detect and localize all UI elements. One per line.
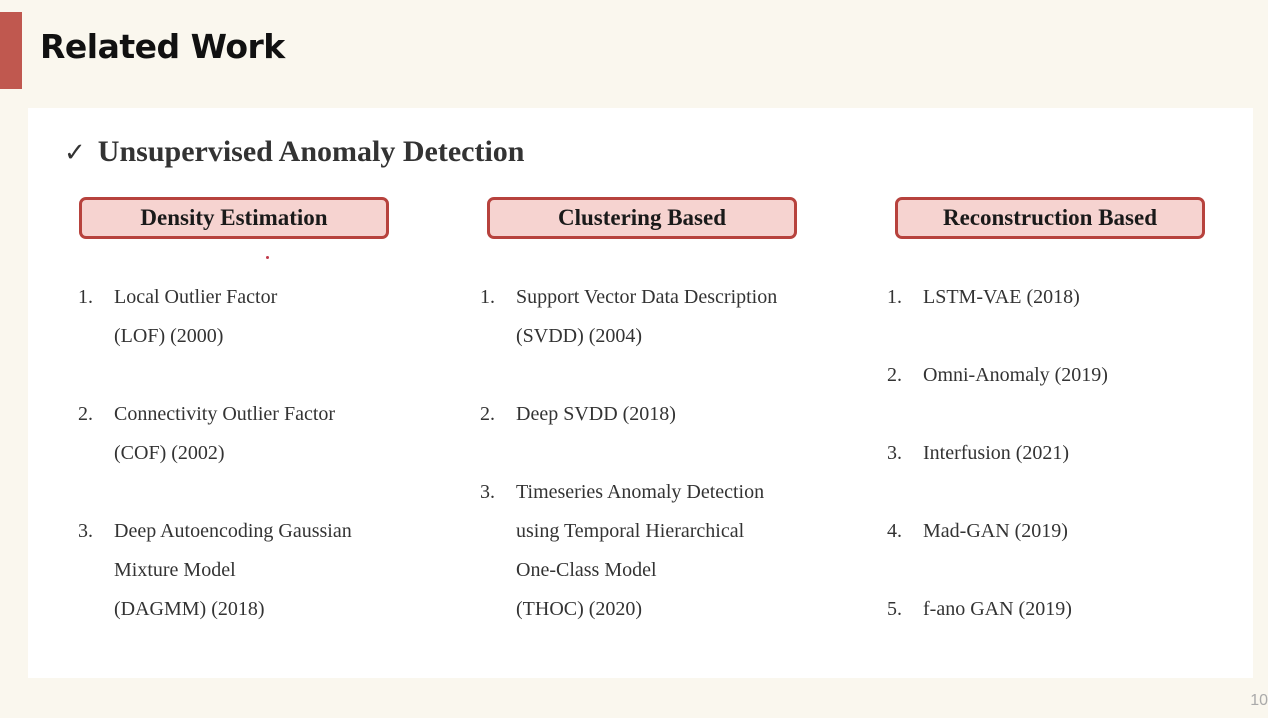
- list-item: [78, 395, 352, 473]
- list-item: [78, 512, 352, 629]
- item-text: Omni-Anomaly (2019): [923, 364, 1108, 386]
- item-text: Local Outlier Factor: [114, 286, 278, 308]
- density-estimation-list: [78, 278, 352, 629]
- item-number: 5.: [887, 598, 902, 620]
- item-text: f-ano GAN (2019): [923, 598, 1072, 620]
- item-text: (LOF) (2000): [114, 325, 224, 347]
- reconstruction-based-list: [887, 278, 1108, 629]
- item-text: using Temporal Hierarchical: [516, 520, 745, 542]
- item-text: Support Vector Data Description: [516, 286, 778, 308]
- item-number: 3.: [78, 520, 93, 542]
- list-item: [480, 395, 777, 434]
- category-reconstruction-based: Reconstruction Based: [895, 197, 1205, 239]
- item-number: 4.: [887, 520, 902, 542]
- item-number: 1.: [480, 286, 495, 308]
- list-item: [887, 434, 1108, 473]
- page-number: 10: [1250, 692, 1268, 709]
- item-text: LSTM-VAE (2018): [923, 286, 1080, 308]
- item-text: Mad-GAN (2019): [923, 520, 1068, 542]
- list-item: [480, 278, 777, 356]
- item-text: One-Class Model: [516, 559, 657, 581]
- item-text: (THOC) (2020): [516, 598, 643, 620]
- item-number: 3.: [887, 442, 902, 464]
- item-text: (COF) (2002): [114, 442, 225, 464]
- item-text: Connectivity Outlier Factor: [114, 403, 336, 425]
- list-item: [887, 590, 1108, 629]
- item-number: 2.: [480, 403, 495, 425]
- item-number: 1.: [78, 286, 93, 308]
- list-item: [887, 512, 1108, 551]
- list-item: [480, 473, 777, 629]
- list-item: [887, 356, 1108, 395]
- item-text: Mixture Model: [114, 559, 236, 581]
- item-number: 1.: [887, 286, 902, 308]
- section-heading-text: Unsupervised Anomaly Detection: [97, 135, 525, 168]
- section-heading: [64, 132, 524, 173]
- item-number: 3.: [480, 481, 495, 503]
- list-item: [78, 278, 352, 356]
- item-text: (DAGMM) (2018): [114, 598, 265, 620]
- item-number: 2.: [78, 403, 93, 425]
- item-text: Deep SVDD (2018): [516, 403, 676, 425]
- stray-dot: [266, 256, 269, 259]
- item-number: 2.: [887, 364, 902, 386]
- clustering-based-list: [480, 278, 777, 629]
- slide-title: Related Work: [40, 27, 285, 66]
- list-item: [887, 278, 1108, 317]
- item-text: (SVDD) (2004): [516, 325, 643, 347]
- category-clustering-based: Clustering Based: [487, 197, 797, 239]
- item-text: Interfusion (2021): [923, 442, 1070, 464]
- item-text: Deep Autoencoding Gaussian: [114, 520, 352, 542]
- category-density-estimation: Density Estimation: [79, 197, 389, 239]
- title-accent-bar: [0, 12, 22, 89]
- checkmark-icon: ✓: [64, 138, 86, 167]
- item-text: Timeseries Anomaly Detection: [516, 481, 765, 503]
